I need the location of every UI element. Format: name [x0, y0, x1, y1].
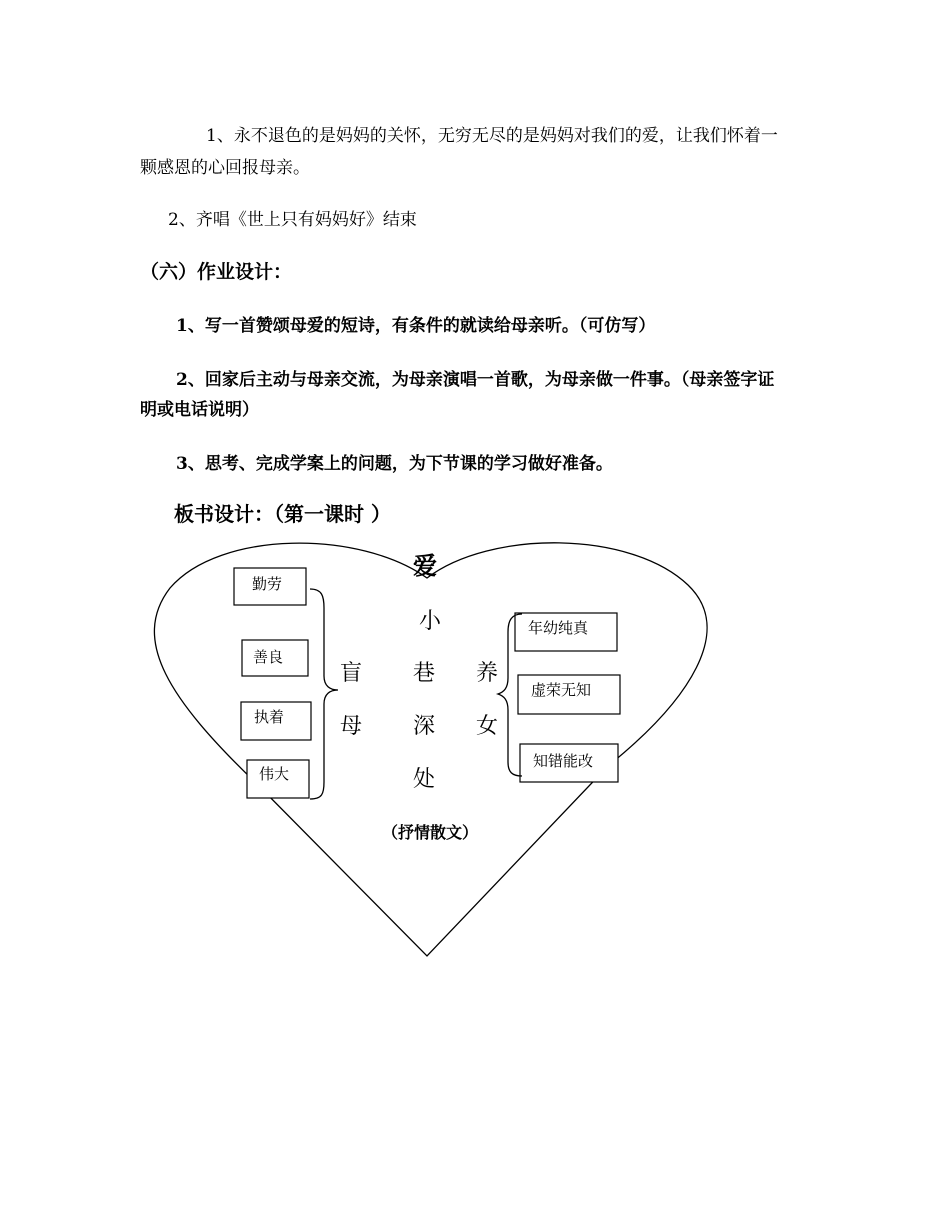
homework-item-2-line-1: 2、回家后主动与母亲交流，为母亲演唱一首歌，为母亲做一件事。（母亲签字证 [176, 370, 775, 390]
left-box-1 [242, 640, 308, 676]
paragraph-1-line-2: 颗感恩的心回报母亲。 [140, 158, 310, 178]
top-character: 爱 [413, 552, 437, 580]
left-box-label-3: 伟大 [259, 765, 290, 783]
homework-heading: （六）作业设计： [140, 261, 293, 283]
homework-item-3: 3、思考、完成学案上的问题，为下节课的学习做好准备。 [176, 454, 613, 474]
left-box-3 [247, 760, 309, 798]
left-column-char-0: 盲 [340, 661, 363, 686]
left-column-char-1: 母 [340, 714, 363, 739]
left-brace [310, 589, 338, 799]
paragraph-1-line-1: 1、永不退色的是妈妈的关怀，无穷无尽的是妈妈对我们的爱，让我们怀着一 [206, 126, 778, 146]
paragraph-2: 2、齐唱《世上只有妈妈好》结束 [168, 210, 417, 230]
left-box-label-0: 勤劳 [252, 575, 283, 593]
right-box-label-0: 年幼纯真 [528, 619, 589, 637]
left-box-2 [241, 702, 311, 740]
right-box-2 [520, 744, 618, 782]
right-column-char-0: 养 [476, 661, 499, 686]
right-box-0 [515, 613, 617, 651]
center-column-char-2: 深 [413, 714, 436, 739]
left-box-0 [234, 568, 306, 605]
right-column-char-1: 女 [476, 714, 499, 739]
board-design-heading: 板书设计：（第一课时 ） [174, 502, 391, 526]
right-box-1 [518, 675, 620, 714]
right-box-label-1: 虚荣无知 [531, 681, 592, 699]
homework-item-1: 1、写一首赞颂母爱的短诗，有条件的就读给母亲听。（可仿写） [176, 316, 656, 336]
left-box-label-2: 执着 [254, 708, 285, 726]
right-box-label-2: 知错能改 [533, 752, 594, 770]
left-box-label-1: 善良 [253, 648, 284, 666]
genre-label: （抒情散文） [382, 823, 479, 842]
center-column-char-1: 巷 [413, 661, 436, 686]
center-column-char-0: 小 [419, 609, 442, 634]
homework-item-2-line-2: 明或电话说明） [140, 400, 259, 420]
center-column-char-3: 处 [413, 767, 436, 792]
